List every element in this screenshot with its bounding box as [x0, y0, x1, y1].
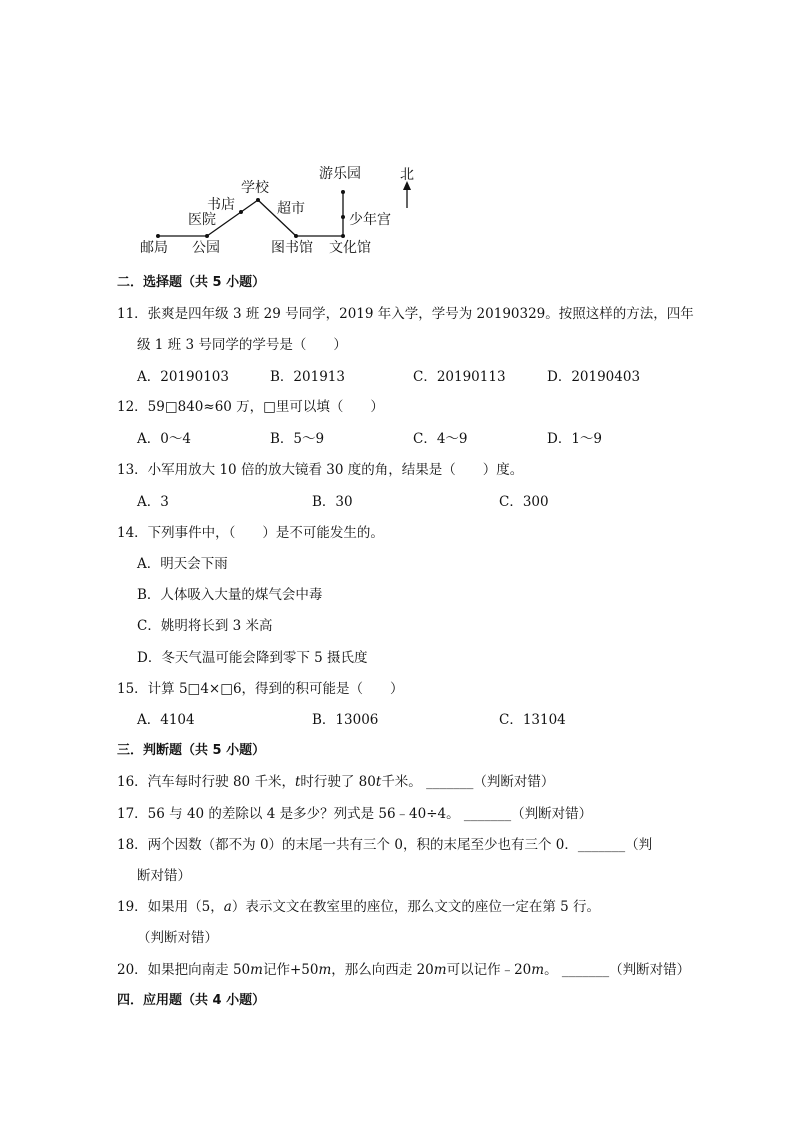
q12-option-c[interactable]: C．4～9 [413, 431, 468, 447]
q16-var: t [294, 774, 301, 790]
q20-text: 记作+50 [262, 962, 319, 978]
question-15: 15．计算 5□4×□6，得到的积可能是（ ） [117, 681, 404, 697]
q11-option-a[interactable]: A．20190103 [137, 369, 229, 385]
q13-option-c[interactable]: C．300 [499, 494, 549, 510]
q13-option-b[interactable]: B．30 [312, 494, 353, 510]
section-application-title: 四．应用题（共 4 小题） [117, 993, 266, 1008]
q20-text: 20．如果把向南走 50 [117, 962, 251, 978]
q20-var: m [250, 962, 263, 978]
route-lines [158, 192, 343, 236]
q20-var: m [318, 962, 332, 978]
route-map [130, 150, 430, 270]
q16-text: 千米。 _______（判断对错） [381, 774, 555, 790]
q12-option-d[interactable]: D．1～9 [547, 431, 603, 447]
school-label: 学校 [241, 180, 269, 196]
q15-option-c[interactable]: C．13104 [499, 712, 566, 728]
question-12: 12．59□840≈60 万，□里可以填（ ） [117, 399, 384, 415]
question-14: 14．下列事件中，（ ）是不可能发生的。 [117, 525, 384, 541]
bookstore-label: 书店 [207, 197, 235, 213]
section-choice-title: 二．选择题（共 5 小题） [117, 275, 266, 290]
question-17: 17．56 与 40 的差除以 4 是多少？列式是 56﹣40÷4。 _______（判断对错） [117, 806, 593, 822]
supermarket-label: 超市 [277, 201, 305, 217]
q19-var: a [223, 899, 232, 915]
bookstore-point [239, 210, 243, 214]
q15-option-a[interactable]: A．4104 [137, 712, 195, 728]
youth-palace-point [341, 215, 345, 219]
north-arrow [403, 181, 411, 208]
library-label: 图书馆 [271, 240, 313, 256]
section-judge-title: 三．判断题（共 5 小题） [117, 743, 266, 758]
q11-option-c[interactable]: C．20190113 [413, 369, 506, 385]
q14-option-d[interactable]: D．冬天气温可能会降到零下 5 摄氏度 [137, 650, 368, 666]
amusement-park-label: 游乐园 [319, 166, 361, 182]
post-office-label: 邮局 [140, 240, 168, 256]
q12-option-b[interactable]: B．5～9 [270, 431, 325, 447]
question-19-line1 [117, 895, 600, 915]
route-points [156, 190, 345, 238]
question-13: 13．小军用放大 10 倍的放大镜看 30 度的角，结果是（ ）度。 [117, 462, 524, 478]
question-20 [117, 958, 690, 978]
hospital-label: 医院 [188, 212, 216, 228]
school-point [256, 198, 260, 202]
q20-var: m [433, 962, 447, 978]
q16-var: t [375, 774, 382, 790]
q14-option-b[interactable]: B．人体吸入大量的煤气会中毒 [137, 587, 323, 603]
question-16 [117, 770, 554, 790]
q16-text: 时行驶了 80 [300, 774, 376, 790]
library-point [294, 234, 298, 238]
q19-text: ）表示文文在教室里的座位，那么文文的座位一定在第 5 行。 [231, 899, 601, 915]
post-office-point [156, 234, 160, 238]
q14-option-c[interactable]: C．姚明将长到 3 米高 [137, 618, 273, 634]
q12-option-a[interactable]: A．0～4 [137, 431, 191, 447]
q19-text: 19．如果用（5， [117, 899, 224, 915]
q20-text: 。 _______（判断对错） [544, 962, 691, 978]
q14-option-a[interactable]: A．明天会下雨 [137, 556, 228, 572]
q16-text: 16．汽车每时行驶 80 千米， [117, 774, 295, 790]
q11-option-b[interactable]: B．201913 [270, 369, 345, 385]
q15-option-b[interactable]: B．13006 [312, 712, 379, 728]
q20-var: m [531, 962, 545, 978]
question-11-line2: 级 1 班 3 号同学的学号是（ ） [137, 337, 347, 353]
question-11-line1: 11．张爽是四年级 3 班 29 号同学，2019 年入学，学号为 20190329。按照这样的方法，四年 [117, 306, 694, 322]
youth-palace-label: 少年宫 [349, 212, 391, 228]
question-18-line2: 断对错） [137, 868, 191, 884]
north-label: 北 [400, 167, 414, 183]
q13-option-a[interactable]: A．3 [137, 494, 169, 510]
park-point [205, 234, 209, 238]
culture-hall-label: 文化馆 [329, 240, 371, 256]
question-19-line2: （判断对错） [137, 930, 218, 946]
q20-text: ，那么向西走 20 [331, 962, 434, 978]
amusement-park-point [341, 190, 345, 194]
q11-option-d[interactable]: D．20190403 [547, 369, 641, 385]
park-label: 公园 [192, 240, 220, 256]
culture-hall-point [341, 234, 345, 238]
question-18-line1: 18．两个因数（都不为 0）的末尾一共有三个 0，积的末尾至少也有三个 0．_______（判 [117, 837, 653, 853]
q20-text: 可以记作﹣20 [446, 962, 532, 978]
